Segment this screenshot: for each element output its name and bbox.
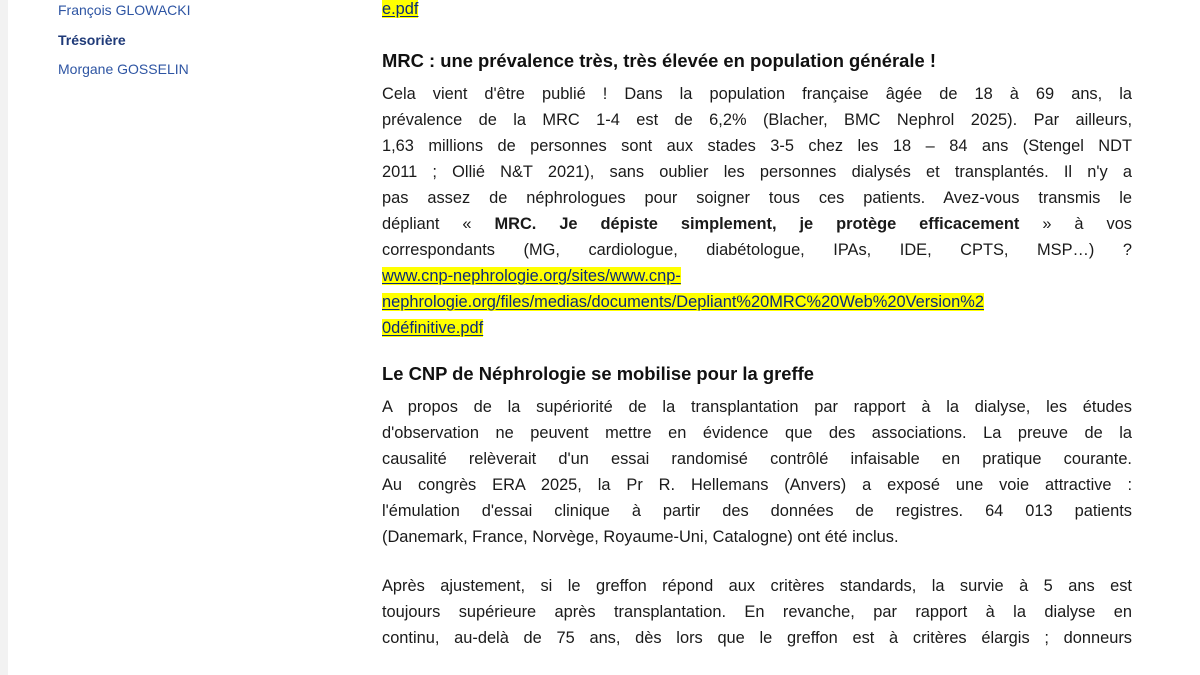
- text-line: Cela vient d'être publié ! Dans la population française âgée de 18 à 69 ans, la: [382, 85, 1132, 103]
- link-text[interactable]: nephrologie.org/files/medias/documents/Depliant%20MRC%20Web%20Version%2: [382, 293, 984, 311]
- link-text[interactable]: e.pdf: [382, 0, 419, 18]
- text-line: causalité relèverait d'un essai randomisé contrôlé infaisable en pratique courante.: [382, 450, 1132, 468]
- text-fragment: » à vos: [1019, 215, 1133, 233]
- text-line: correspondants (MG, cardiologue, diabétologue, IPAs, IDE, CPTS, MSP…) ?: [382, 241, 1132, 259]
- section-heading-mrc: MRC : une prévalence très, très élevée en population générale !: [382, 50, 936, 71]
- text-line: d'observation ne peuvent mettre en évidence que des associations. La preuve de la: [382, 424, 1132, 442]
- text-fragment: dépliant «: [382, 215, 495, 233]
- text-line: toujours supérieure après transplantation. En revanche, par rapport à la dialyse en: [382, 603, 1132, 621]
- page-left-edge: [0, 0, 8, 675]
- pdf-link-tail[interactable]: [382, 0, 1132, 24]
- text-line: prévalence de la MRC 1-4 est de 6,2% (Blacher, BMC Nephrol 2025). Par ailleurs,: [382, 111, 1132, 129]
- text-line: Après ajustement, si le greffon répond aux critères standards, la survie à 5 ans est: [382, 577, 1132, 595]
- text-line: 2011 ; Ollié N&T 2021), sans oublier les personnes dialysés et transplantés. Il n'y a: [382, 163, 1132, 181]
- text-line: pas assez de néphrologues pour soigner tous ces patients. Avez-vous transmis le: [382, 189, 1132, 207]
- board-role-title: Trésorière: [58, 31, 126, 48]
- text-line: continu, au-delà de 75 ans, dès lors que le greffon est à critères élargis ; donneurs: [382, 629, 1132, 647]
- link-text[interactable]: 0définitive.pdf: [382, 319, 484, 337]
- brochure-pdf-link[interactable]: [382, 263, 1132, 341]
- brochure-title: MRC. Je dépiste simplement, je protège efficacement: [494, 215, 1020, 233]
- sidebar-board-list: [58, 0, 308, 88]
- text-line: Au congrès ERA 2025, la Pr R. Hellemans (Anvers) a exposé une voie attractive :: [382, 476, 1132, 494]
- section-paragraph-mrc: [382, 81, 1132, 263]
- section-heading-greffe: Le CNP de Néphrologie se mobilise pour la greffe: [382, 363, 814, 384]
- section-paragraph-greffe-1: [382, 394, 1132, 550]
- section-paragraph-greffe-2: [382, 573, 1132, 651]
- text-line: 1,63 millions de personnes sont aux stades 3-5 chez les 18 – 84 ans (Stengel NDT: [382, 137, 1132, 155]
- newsletter-body: [382, 0, 1132, 651]
- board-member-name: Morgane GOSSELIN: [58, 61, 189, 77]
- text-line: A propos de la supériorité de la transplantation par rapport à la dialyse, les études: [382, 398, 1132, 416]
- board-member-name: François GLOWACKI: [58, 2, 191, 18]
- text-line: (Danemark, France, Norvège, Royaume-Uni, Catalogne) ont été inclus.: [382, 528, 899, 546]
- text-line: l'émulation d'essai clinique à partir des données de registres. 64 013 patients: [382, 502, 1132, 520]
- text-line-brochure: [382, 211, 1132, 237]
- link-text[interactable]: www.cnp-nephrologie.org/sites/www.cnp-: [382, 267, 681, 285]
